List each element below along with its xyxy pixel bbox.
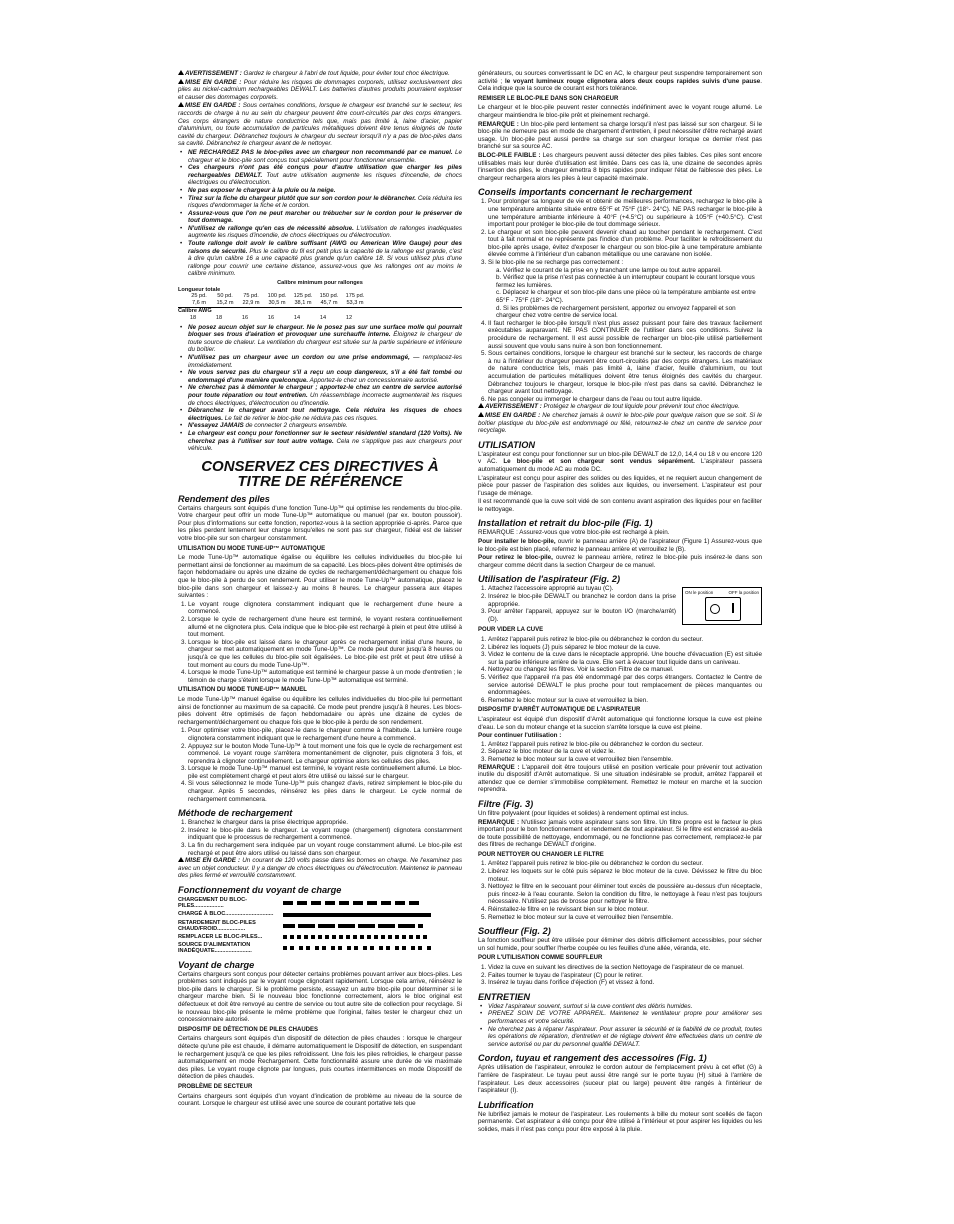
safety-bullet: • Ne pas exposer le chargeur à la pluie ou la neige.	[188, 187, 462, 195]
list-item: 5. Sous certaines conditions, lorsque le chargeur est branché sur le secteur, les raccords de charge à nu à l'intérieur du chargeur peuvent être court-circuités par des corps étrangers. Les matériaux de nature conductrice tels, mais pas limité à, laine d'acier, feuille d'aluminium, ou tout accumulation de particules métalliques doivent être tenus éloignés des cavités du chargeur. Débranchez toujours le chargeur, lorsque le bloc-pile n'est pas dans sa cavité. Débranchez le chargeur avant tout nettoyage.	[488, 350, 762, 396]
indicator-mark	[360, 935, 364, 939]
indicator-pattern	[283, 900, 433, 906]
indicator-mark	[331, 946, 335, 950]
safety-bullet: • Assurez-vous que l'on ne peut marcher ou trébucher sur le cordon pour le préserver de tout dommage.	[188, 210, 462, 225]
warning-triangle-icon	[178, 70, 184, 75]
indicator-row	[178, 911, 462, 917]
indicator-label: RETARDEMENT BLOC-PILES CHAUD/FROID..................	[178, 919, 256, 932]
heading-entretien: ENTRETIEN	[478, 991, 531, 1002]
indicator-mark	[381, 901, 391, 905]
indicator-mark	[423, 935, 427, 939]
warning-open-battery: MISE EN GARDE : Ne cherchez jamais à ouvrir le bloc-pile pour quelque raison que se soit. Si le boîtier plastique du bloc-pile est endommagé ou fêlé, retournez-le chez un centre de service pour recyclage.	[478, 411, 762, 435]
indicator-pattern	[283, 945, 433, 951]
safety-bullet: • N'utilisez de rallonge qu'en cas de nécessité absolue. L'utilisation de rallonges inadéquates augmente les risques d'incendie, de chocs électriques ou d'électrocution.	[188, 225, 462, 240]
list-item: 3. Lorsque le mode Tune-Up™ manuel est terminé, le voyant reste continuellement allumé. Le bloc-pile est complètement chargé et peut alors être utilisé ou laissé sur le chargeur.	[188, 765, 462, 780]
indicator-mark	[367, 935, 371, 939]
indicator-mark	[318, 924, 323, 928]
switch-housing	[705, 597, 741, 621]
indicator-label: CHARGEMENT DU BLOC-PILES...................	[178, 897, 247, 910]
on-symbol-icon	[710, 604, 720, 614]
indicator-mark	[322, 946, 326, 950]
list-item: 2. Appuyez sur le bouton Mode Tune-Up™ à tout moment une fois que le cycle de rechargement est commencé. Le voyant rouge s'arrêtera momentanément de clignoter, puis clignotera 3 fois, et reprendra à clignoter continuellement. Le chargeur optimise alors les cellules des piles.	[188, 743, 462, 766]
cord-length-cell: 125 pd.	[293, 293, 313, 300]
safety-bullet: • Ne vous servez pas du chargeur s'il a reçu un coup dangereux, s'il a été fait tombé ou endommagé d'une manière quelconque. Apportez-le chez un concessionnaire autorisé.	[188, 369, 462, 384]
safety-bullets-2	[178, 324, 462, 453]
cord-length-cell: 7,6 m	[192, 299, 206, 306]
indicator-mark	[306, 946, 310, 950]
indicator-mark	[386, 946, 390, 950]
indicator-mark	[402, 946, 406, 950]
charging-tips	[478, 198, 762, 266]
cord-awg-cell: 14	[293, 315, 301, 321]
list-item: 6. Ne pas congeler ou immerger le chargeur dans de l'eau ou tout autre liquide.	[488, 396, 762, 404]
indicator-mark	[299, 946, 303, 950]
indicator-mark	[283, 901, 293, 905]
warning-120v: MISE EN GARDE : Un courant de 120 volts passe dans les bornes en charge. Ne l'examinez pas avec un objet conducteur. Il y a danger de chocs électriques ou d'électrocution. Maintenez le panneau des piles fermé et verrouillé constamment.	[178, 857, 462, 880]
indicator-mark	[332, 935, 336, 939]
heading-utilisation-aspirateur: Utilisation de l'aspirateur (Fig. 2)	[478, 574, 621, 585]
cord-awg-row	[178, 315, 462, 322]
warning-short-circuit: MISE EN GARDE : Sous certaines conditions, lorsque le chargeur est branché sur le secteur, les raccords de charge à nu au sein du chargeur peuvent être court-circuités par des corps étrangers. Ces corps étrangers de nature conductrice tels que, mais pas limité à, laine d'acier, papier d'aluminium, ou toute accumulation de particules métalliques doivent être tenus éloignés de toute cavité du chargeur. Débranchez toujours le chargeur du secteur lorsqu'il n'y a pas de bloc-piles dans sa cavité. Débranchez le chargeur avant de le nettoyer.	[178, 102, 463, 148]
indicator-mark	[418, 946, 422, 950]
indicator-mark	[338, 924, 343, 928]
safety-bullet: • Ces chargeurs n'ont pas été conçus pour d'autre utilisation que charger les piles rechargeables DEWALT. Tout autre utilisation augmente les risques d'incendie, de chocs électriques ou d'électrocution.	[188, 164, 462, 187]
cord-awg-cell: 14	[319, 315, 327, 321]
safety-bullet: • N'utilisez pas un chargeur avec un cordon ou une prise endommagé, — remplacez-les immédiatement.	[188, 354, 462, 369]
warning-nicad-only: MISE EN GARDE : Pour réduire les risques de dommages corporels, utilisez exclusivement des piles au nickel-cadmium rechargeables DEWALT. Les batteries d'autres produits pourraient exploser et causer des dommages corporels.	[178, 78, 463, 101]
list-item: 2. Insérez le bloc-pile dans le chargeur. Le voyant rouge (chargement) clignotera constamment indiquant que le processus de rechargement a commencé.	[188, 827, 462, 842]
charging-steps	[178, 819, 462, 857]
indicator-mark	[315, 946, 319, 950]
list-item: 1. Attachez l'accessoire approprié au tuyau (C).	[488, 585, 762, 593]
indicator-mark	[283, 924, 295, 928]
warning-triangle-icon	[178, 79, 184, 84]
list-item: 2. Le chargeur et son bloc-pile peuvent devenir chaud au toucher pendant le rechargement. C'est tout à fait normal et ne représente pas l'indice d'un problème. Pour faciliter le refroidissement du bloc-pile après usage, évitez d'exposer le chargeur ou son bloc-pile à une température ambiante élevée comme à l'intérieur d'un cabanon métallique ou une caravane non isolée.	[488, 229, 762, 259]
safety-bullet: • Ne cherchez pas à démonter le chargeur ; apportez-le chez un centre de service autorisé pour toute réparation ou tout entretien. Un réassemblage incorrecte augmenterait les risques de chocs électriques, d'électrocution ou d'incendie.	[188, 384, 462, 407]
indicator-mark	[378, 924, 383, 928]
indicator-mark	[418, 924, 423, 928]
list-item: • Ne cherchez pas à réparer l'aspirateur. Pour assurer la sécurité et la fiabilité de ce produit, toutes les opérations de réparation, d'entretien et de réglage doivent être effectuées dans un centre de service autorisé ou par du personnel qualifié DEWALT.	[488, 1026, 762, 1049]
safety-bullet: • Débranchez le chargeur avant tout nettoyage. Cela réduira les risques de chocs électriques. Le fait de retirer le bloc-pile ne réduira pas ces risques.	[188, 407, 462, 422]
indicator-mark	[379, 946, 383, 950]
indicator-mark	[398, 924, 403, 928]
indicator-row	[178, 942, 462, 954]
list-item: 4. Si vous sélectionnez le mode Tune-Up™ puis changez d'avis, retirez simplement le bloc-pile du chargeur. Après 5 secondes, réinsérez les piles dans le chargeur. Le cycle normal de rechargement commencera.	[188, 780, 462, 803]
list-item: 1. Arrêtez l'appareil puis retirez le bloc-pile ou débranchez le cordon du secteur.	[488, 860, 762, 868]
cord-length-cell: 175 pd.	[345, 293, 365, 300]
heading-lubrification: Lubrification	[478, 1099, 534, 1110]
list-item: • PRENEZ SOIN DE VOTRE APPAREIL. Maintenez le ventilateur propre pour améliorer ses performances et votre sécurité.	[488, 1010, 762, 1025]
list-item: 1. Videz la cuve en suivant les directives de la section Nettoyage de l'aspirateur de ce manuel.	[488, 964, 762, 972]
list-item: 3. Insérez le tuyau dans l'orifice d'éjection (F) et vissez à fond.	[488, 979, 762, 987]
safety-bullet: • Tirez sur la fiche du chargeur plutôt que sur son cordon pour le débrancher. Cela réduira les risques d'endommager la fiche et le cordon.	[188, 195, 462, 210]
maintenance-bullets	[478, 1003, 762, 1049]
indicator-mark	[298, 924, 303, 928]
safety-bullet: • N'essayez JAMAIS de connecter 2 chargeurs ensemble.	[188, 422, 462, 430]
list-item: 6. Remettez le bloc moteur sur la cuve et verrouillez la bien.	[488, 697, 762, 705]
cord-length-cell: 22,9 m	[242, 299, 260, 306]
cord-length-cell: 150 pd.	[319, 293, 339, 300]
cord-length-cell: 50 pd.	[217, 293, 233, 300]
cord-length-cell: 30,5 m	[268, 299, 286, 306]
list-item: 2. Lorsque le cycle de rechargement d'une heure est terminé, le voyant restera continuellement allumé et ne clignotera plus. Cela indique que le bloc-pile est rechargé à plein et peut être utilisé à tout moment.	[188, 616, 462, 639]
indicator-mark	[353, 935, 357, 939]
heading-filtre: Filtre (Fig. 3)	[478, 798, 534, 809]
safety-bullet: • NE RECHARGEZ PAS le bloc-piles avec un chargeur non recommandé par ce manuel. Le chargeur et le bloc-pile sont conçus tout spécialement pour fonctionner ensemble.	[188, 149, 462, 164]
warning-triangle-icon	[178, 102, 184, 107]
manual-tuneup-steps	[178, 727, 462, 803]
empty-tank-steps	[478, 636, 762, 704]
indicator-mark	[323, 924, 335, 928]
list-item: 4. Réinstallez-le filtre en le revissant bien sur le bloc moteur.	[488, 906, 762, 914]
list-item: 1. Le voyant rouge clignotera constamment indiquant que le rechargement d'une heure a commencé.	[188, 601, 462, 616]
off-symbol-icon	[732, 603, 734, 613]
indicator-mark	[402, 935, 406, 939]
keep-instructions-title: CONSERVEZ CES DIRECTIVES À TITRE DE RÉFÉRENCE	[201, 457, 439, 490]
cord-length-cell: 75 pd.	[243, 293, 259, 300]
indicator-mark	[318, 935, 322, 939]
warning-protect-liquid: AVERTISSEMENT : Protégez le chargeur de tout liquide pour prévenir tout choc électrique.	[478, 403, 762, 411]
sub-list-item: a. Vérifiez le courant de la prise en y branchant une lampe ou tout autre appareil.	[496, 266, 722, 274]
warning-triangle-icon	[478, 403, 484, 408]
indicator-mark	[358, 924, 363, 928]
list-item: 5. Vérifiez que l'appareil n'a pas été endommagé par des corps étrangers. Contactez le Centre de service autorisé DEWALT le plus proche pour tout remplacement de pièces manquantes ou endommagées.	[488, 674, 762, 697]
list-item: 2. Insérez le bloc-pile DEWALT ou branchez le cordon dans la prise appropriée.	[488, 593, 762, 608]
warning-triangle-icon	[178, 857, 184, 862]
cord-awg-cell: 18	[215, 315, 223, 321]
safety-bullet: • Ne posez aucun objet sur le chargeur. Ne le posez pas sur une surface molle qui pourrait bloquer ses trous d'aération et provoquer une surchauffe interne. Éloignez le chargeur de toute source de chaleur. La ventilation du chargeur est située sur la partie supérieure et inférieure du boîtier.	[188, 324, 462, 354]
indicator-mark	[338, 946, 342, 950]
indicator-mark	[363, 924, 375, 928]
indicator-mark	[395, 935, 399, 939]
indicator-mark	[339, 935, 343, 939]
indicator-mark	[343, 924, 355, 928]
indicator-row	[178, 897, 462, 909]
indicator-mark	[290, 946, 294, 950]
left-column: AVERTISSEMENT : Gardez le chargeur à l'abri de tout liquide, pour éviter tout choc électrique. MISE EN GARDE : Pour réduire les risques de dommages corporels, utilisez exclusivement des piles au nickel-cadmium rechargeables DEWALT. Les batteries d'autres produits pourraient exploser et causer des dommages corporels. MISE EN GARDE : Sous certaines conditions, lorsque le chargeur est branché sur le secteur, les raccords de charge à nu au sein du chargeur peuvent être court-circuités par des corps étrangers. Ces corps étrangers de nature conductrice tels que, mais pas limité à, laine d'acier, papier d'aluminium, ou toute accumulation de particules métalliques doivent être tenus éloignés de toute cavité du chargeur. Débranchez toujours le chargeur du secteur lorsqu'il n'y a pas de bloc-piles dans sa cavité. Débranchez le chargeur avant de le nettoyer. • NE RECHARGEZ PAS le bloc-piles avec un chargeur non recommandé par ce manuel. Le chargeur et le bloc-pile sont conçus tout spécialement pour fonctionner ensemble. • Ces chargeurs n'ont pas été conçus pour d'autre utilisation que charger les piles rechargeables DEWALT. Tout autre utilisation augmente les risques d'incendie, de chocs électriques ou d'électrocution. • Ne pas exposer le chargeur à la pluie ou la neige. • Tirez sur la fiche du chargeur plutôt que sur son cordon pour le débrancher. Cela réduira les risques d'endommager la fiche et le cordon. • Assurez-vous que l'on ne peut marcher ou trébucher sur le cordon pour le préserver de tout dommage. • N'utilisez de rallonge qu'en cas de nécessité absolue. L'utilisation de rallonges inadéquates augmente les risques d'incendie, de chocs électriques ou d'électrocution. • Toute rallonge doit avoir le calibre suffisant (AWG ou American Wire Gauge) pour des raisons de sécurité. Plus le calibre du fil est petit plus la capacité de la rallonge est grande, c'est à dire qu'un calibre 16 a une capacité plus grande qu'un calibre 18. Si vous utilisez plus d'une rallonge pour couvrir une certaine distance, assurez-vous que les rallonges ont au moins le calibre minimum. Calibre minimum pour rallonges Longueur totale 25 pd. 50 pd. 75 pd. 100 pd. 125 pd. 150 pd. 175 pd. 7,6 m 15,2 m 22,9 m 30,5 m 38,1 m 45,7 m 53,3 m Calibre AWG 18 18 16 16 14 14 12 • Ne posez aucun objet sur le chargeur. Ne le posez pas sur une surface molle qui pourrait bloquer ses trous d'aération et provoquer une surchauffe interne. Éloignez le chargeur de toute source de chaleur. La ventilation du chargeur est située sur la partie supérieure et inférieure du boîtier. • N'utilisez pas un chargeur avec un cordon ou une prise endommagé, — remplacez-les immédiatement. • Ne vous servez pas du chargeur s'il a reçu un coup dangereux, s'il a été fait tombé ou endommagé d'une manière quelconque. Apportez-le chez un concessionnaire autorisé. • Ne cherchez pas à démonter le chargeur ; apportez-le chez un centre de service autorisé pour toute réparation ou tout entretien. Un réassemblage incorrecte augmenterait les risques de chocs électriques, d'électrocution ou d'incendie. • Débranchez le chargeur avant tout nettoyage. Cela réduira les risques de chocs électriques. Le fait de retirer le bloc-pile ne réduira pas ces risques. • N'essayez JAMAIS de connecter 2 chargeurs ensemble. • Le chargeur est conçu pour fonctionner sur le secteur résidentiel standard (120 Volts). Ne cherchez pas à l'utiliser sur tout autre voltage. Cela ne s'applique pas aux chargeurs pour véhicule. CONSERVEZ CES DIRECTIVES À TITRE DE RÉFÉRENCE Rendement des piles Certains chargeurs sont équipés d'une fonction Tune-Up™ qui optimise les rendements du bloc-pile. Votre chargeur peut offrir un mode Tune-Up™ automatique ou manuel (par ex. bouton poussoir). Pour plus d'informations sur cette fonction, reportez-vous à la section appropriée ci-après. Parce que les piles perdent lentement leur charge lorsqu'elles ne sont pas sur chargeur, l'idéal est de laisser votre bloc-pile sur son chargeur constamment. UTILISATION DU MODE TUNE-UP™ AUTOMATIQUE Le mode Tune-Up™ automatique égalise ou équilibre les cellules individuelles du bloc-pile lui permettant ainsi de fonctionner au maximum de sa capacité. Les blocs-piles doivent être optimisés de façon hebdomadaire ou après une dizaine de cycles de rechargement/déchargement ou chaque fois que le bloc-pile à perdu de son rendement. Pour utiliser le mode Tune-Up™ automatique, placez le bloc-pile dans son chargeur et laissez-y au moins 8 heures. Le chargeur passera aux étapes suivantes : 1. Le voyant rouge clignotera constamment indiquant que le rechargement d'une heure a commencé. 2. Lorsque le cycle de rechargement d'une heure est terminé, le voyant restera continuellement allumé et ne clignotera plus. Cela indique que le bloc-pile est rechargé à plein et peut être utilisé à tout moment. 3. Lorsque le bloc-pile est laissé dans le chargeur après ce rechargement initial d'une heure, le chargeur se met automatiquement en mode Tune-Up™. Ce mode peut durer jusqu'à 8 heures ou jusqu'à ce que les cellules du bloc-pile soit égalisées. Le bloc-pile est prêt et peut être utilisé à tout moment au cours du mode Tune-Up™. 4. Lorsque le mode Tune-Up™ automatique est terminé le chargeur passe à un mode d'entretien ; le témoin de charge s'éteint lorsque le mode Tune-Up™ automatique est terminé. UTILISATION DU MODE TUNE-UP™ MANUEL Le mode Tune-Up™ manuel égalise ou équilibre les cellules individuelles du bloc-pile lui permettant ainsi de fonctionner au maximum de sa capacité. Ce mode peut prendre jusqu'à 8 heures. Les blocs-piles doivent être optimisés de façon hebdomadaire ou après une dizaine de cycles de rechargement/déchargement ou chaque fois que le bloc-pile à perdu de son rendement. 1. Pour optimiser votre bloc-pile, placez-le dans le chargeur comme à l'habitude. La lumière rouge clignotera constamment indiquant que le rechargement d'une heure a commencé. 2. Appuyez sur le bouton Mode Tune-Up™ à tout moment une fois que le cycle de rechargement est commencé. Le voyant rouge s'arrêtera momentanément de clignoter, puis clignotera 3 fois, et reprendra à clignoter continuellement. Le chargeur optimise alors les cellules des piles. 3. Lorsque le mode Tune-Up™ manuel est terminé, le voyant reste continuellement allumé. Le bloc-pile est complètement chargé et peut alors être utilisé ou laissé sur le chargeur. 4. Si vous sélectionnez le mode Tune-Up™ puis changez d'avis, retirez simplement le bloc-pile du chargeur. Après 5 secondes, réinsérez les piles dans le chargeur. Le cycle normal de rechargement commencera. Méthode de rechargement 1. Branchez le chargeur dans la prise électrique appropriée. 2. Insérez le bloc-pile dans le chargeur. Le voyant rouge (chargement) clignotera constamment indiquant que le processus de rechargement a commencé. 3. La fin du rechargement sera indiquée par un voyant rouge constamment allumé. Le bloc-pile est rechargé et peut être alors utilisé ou laissé dans son chargeur. MISE EN GARDE : Un courant de 120 volts passe dans les bornes en charge. Ne l'examinez pas avec un objet conducteur. Il y a danger de chocs électriques ou d'électrocution. Maintenez le panneau des piles fermé et verrouillé constamment. Fonctionnement du voyant de charge CHARGEMENT DU BLOC-PILES................... CHARGÉ À BLOC............................... RETARDEMENT BLOC-PILES CHAUD/FROID.................. REMPLACER LE BLOC-PILES... SOURCE D'ALIMENTATION INADÉQUATE........................ Voyant de charge Certains chargeurs sont conçus pour détecter certains problèmes pouvant arriver aux blocs-piles. Les problèmes sont indiqués par le voyant rouge clignotant rapidement. Lorsque cela arrive, réinsérez le bloc-pile dans le chargeur. Si le problème persiste, essayez un autre bloc-pile pour déterminer si le chargeur marche bien. Si le nouveau bloc fonctionne correctement, alors le bloc original est défectueux et doit être renvoyé au centre de service ou tout autre site de collection pour recyclage. Si le nouveau bloc-pile présente le même problème que l'original, faites tester le chargeur chez un concessionnaire autorisé. DISPOSITIF DE DÉTECTION DE PILES CHAUDES Certains chargeurs sont équipés d'un dispositif de détection de piles chaudes : lorsque le chargeur détecte qu'une pile est chaude, il démarre automatiquement le Dispositif de détection, en suspendant le rechargement jusqu'à ce que les piles refroidissent. Une fois les piles refroidies, le chargeur passe automatiquement en mode Rechargement. Cette fonctionnalité assure une durée de vie maximale des piles. Le voyant rouge clignote par longues, puis courtes intermittences en mode Dispositif de détection de piles chaudes. PROBLÈME DE SECTEUR Certains chargeurs sont équipés d'un voyant d'indication de problème au niveau de la source de courant. Lorsque le chargeur est utilisé avec une source de courant portative tels que	[178, 70, 462, 1109]
list-item: 3. La fin du rechargement sera indiquée par un voyant rouge constamment allumé. Le bloc-pile est rechargé et peut être alors utilisé ou laissé dans son chargeur.	[188, 842, 462, 857]
warning-triangle-icon	[478, 412, 484, 417]
indicator-label: SOURCE D'ALIMENTATION INADÉQUATE........................	[178, 942, 252, 955]
indicator-pattern	[283, 912, 433, 918]
list-item: 1. Arrêtez l'appareil puis retirez le bloc-pile ou débranchez le cordon du secteur.	[488, 636, 762, 644]
right-column: générateurs, ou sources convertissant le DC en AC, le chargeur peut suspendre temporairement son activité ; le voyant lumineux rouge clignotera alors deux coups rapides suivis d'une pause. Cela indique que la source de courant est hors tolérance. REMISER LE BLOC-PILE DANS SON CHARGEUR Le chargeur et le bloc-pile peuvent rester connectés indéfiniment avec le voyant rouge allumé. Le chargeur maintiendra le bloc-pile prêt et pleinement rechargé. REMARQUE : Un bloc-pile perd lentement sa charge lorsqu'il n'est pas laissé sur son chargeur. Si le bloc-pile ne demeure pas en mode de chargement d'entretien, il peut nécessiter d'être rechargé avant usage. Un bloc-pile peut aussi perdre sa charge sur son chargeur lorsque ce dernier n'est pas branché sur sa source AC. BLOC-PILE FAIBLE : Les chargeurs peuvent aussi détecter des piles faibles. Ces piles sont encore utilisables mais leur durée d'utilisation est limitée. Dans ces cas là, une dizaine de secondes après l'insertion des piles, le chargeur émettra 8 bips rapides pour indiquer l'état de faiblesse des piles. Le chargeur rechargera alors les piles à leur capacité maximale. Conseils importants concernant le rechargement 1. Pour prolonger sa longueur de vie et obtenir de meilleures performances, rechargez le bloc-pile à une température ambiante située entre 65°F et 75°F (18°- 24°C). NE PAS recharger le bloc-pile à une température ambiante inférieure à 40°F (+4.5°C) ou supérieure à 105°F (+40.5°C). C'est important pour protéger le bloc-pile de tout dommage sérieux. 2. Le chargeur et son bloc-pile peuvent devenir chaud au toucher pendant le rechargement. C'est tout à fait normal et ne représente pas l'indice d'un problème. Pour faciliter le refroidissement du bloc-pile après usage, évitez d'exposer le chargeur ou son bloc-pile à une température ambiante élevée comme à l'intérieur d'un cabanon métallique ou une caravane non isolée. 3. Si le bloc-pile ne se recharge pas correctement : a. Vérifiez le courant de la prise en y branchant une lampe ou tout autre appareil. b. Vérifiez que la prise n'est pas connectée à un interrupteur coupant le courant lorsque vous fermez les lumières. c. Déplacez le chargeur et son bloc-pile dans une pièce où la température ambiante est entre 65°F - 75°F (18°- 24°C). d. Si les problèmes de rechargement persistent, apportez ou envoyez l'appareil et son chargeur chez votre centre de service local. 4. Il faut recharger le bloc-pile lorsqu'il n'est plus assez puissant pour faire des travaux facilement exécutables auparavant. NE PAS CONTINUER de l'utiliser dans ces conditions. Suivez la procédure de rechargement. Il est aussi possible de recharger un bloc-pile utilisé partiellement aussi souvent que voulu sans nuire à son bon fonctionnement. 5. Sous certaines conditions, lorsque le chargeur est branché sur le secteur, les raccords de charge à nu à l'intérieur du chargeur peuvent être court-circuités par des corps étrangers. Les matériaux de nature conductrice tels, mais pas limité à, laine d'acier, feuille d'aluminium, ou tout accumulation de particules métalliques doivent être tenus éloignés des cavités du chargeur. Débranchez toujours le chargeur, lorsque le bloc-pile n'est pas dans sa cavité. Débranchez le chargeur avant tout nettoyage. 6. Ne pas congeler ou immerger le chargeur dans de l'eau ou tout autre liquide. AVERTISSEMENT : Protégez le chargeur de tout liquide pour prévenir tout choc électrique. MISE EN GARDE : Ne cherchez jamais à ouvrir le bloc-pile pour quelque raison que se soit. Si le boîtier plastique du bloc-pile est endommagé ou fêlé, retournez-le chez un centre de service pour recyclage. UTILISATION L'aspirateur est conçu pour fonctionner sur un bloc-pile DEWALT de 12,0, 14,4 ou 18 v ou encore 120 v AC. Le bloc-pile et son chargeur sont vendus séparément. L'aspirateur passera automatiquement du mode AC au mode DC. L'aspirateur est conçu pour aspirer des solides ou des liquides, et ne requiert aucun changement de pièce pour passer de l'aspiration des solides aux liquides, ou inversement. L'aspirateur est pour l'usage de ménage. Il est recommandé que la cuve soit vidé de son contenu avant aspiration des liquides pour en faciliter le nettoyage. Installation et retrait du bloc-pile (Fig. 1) REMARQUE : Assurez-vous que votre bloc-pile est rechargé à plein. Pour installer le bloc-pile, ouvrir le panneau arrière (A) de l'aspirateur (Figure 1) Assurez-vous que le bloc-pile est bien placé, refermez le panneau arrière et verrouillez le (B). Pour retirez le bloc-pile, ouvrez le panneau arrière, retirez le bloc-pile puis insérez-le dans son chargeur comme décrit dans la section Chargeur de ce manuel. Utilisation de l'aspirateur (Fig. 2) ON le position OFF la position 1. Attachez l'accessoire approprié au tuyau (C). 2. Insérez le bloc-pile DEWALT ou branchez le cordon dans la prise appropriée. 3. Pour arrêter l'appareil, appuyez sur le bouton I/O (marche/arrêt) (D). POUR VIDER LA CUVE 1. Arrêtez l'appareil puis retirez le bloc-pile ou débranchez le cordon du secteur. 2. Libérez les loquets (J) puis séparez le bloc moteur de la cuve. 3. Videz le contenu de la cuve dans le réceptacle approprié. Une bouche d'évacuation (E) est située sur la partie inférieure arrière de la cuve. Elle sert à évacuer tout liquide dans un caniveau. 4. Nettoyez ou changez les filtres. Voir la section Filtre de ce manuel. 5. Vérifiez que l'appareil n'a pas été endommagé par des corps étrangers. Contactez le Centre de service autorisé DEWALT le plus proche pour tout remplacement de pièces manquantes ou endommagées. 6. Remettez le bloc moteur sur la cuve et verrouillez la bien. DISPOSITIF D'ARRÊT AUTOMATIQUE DE L'ASPIRATEUR L'aspirateur est équipé d'un dispositif d'Arrêt automatique qui fonctionne lorsque la cuve est pleine d'eau. Le son du moteur change et la succion s'arrête lorsque la cuve est pleine. Pour continuer l'utilisation : 1. Arrêtez l'appareil puis retirez le bloc-pile ou débranchez le cordon du secteur. 2. Séparez le bloc moteur de la cuve et videz le. 3. Remettez le bloc moteur sur la cuve et verrouillez bien l'ensemble. REMARQUE : L'appareil doit être toujours utilisé en position verticale pour prévenir tout activation inutile du dispositif d'Arrêt automatique. Si une situation indésirable se produit, arrêtez l'appareil et attendez que ce dernier s'immobilise complètement. Remettez le moteur en marche et la succion reprendra. Filtre (Fig. 3) Un filtre polyvalent (pour liquides et solides) à rendement optimal est inclus. REMARQUE : N'utilisez jamais votre aspirateur sans son filtre. Un filtre propre est le facteur le plus important pour le bon fonctionnement et rendement de tout aspirateur. Si le filtre est encrassé au-delà de toute possibilité de nettoyage, endommagé, ou ne fonctionne pas correctement, remplacez-le par des filtres de rechange DEWALT d'origine. POUR NETTOYER OU CHANGER LE FILTRE 1. Arrêtez l'appareil puis retirez le bloc-pile ou débranchez le cordon du secteur. 2. Libérez les loquets sur le côté puis séparez le bloc moteur de la cuve. Dévissez le filtre du bloc moteur. 3. Nettoyez le filtre en le secouant pour éliminer tout excès de poussière au-dessus d'un réceptacle, puis rincez-le à l'eau courante. Selon la condition du filtre, le nettoyage à l'eau n'est pas toujours nécessaire. N'utilisez pas de brosse pour nettoyer le filtre. 4. Réinstallez-le filtre en le revissant bien sur le bloc moteur. 5. Remettez le bloc moteur sur la cuve et verrouillez bien l'ensemble. Souffleur (Fig. 2) La fonction souffleur peut être utilisée pour éliminer des débris difficilement accessibles, pour sécher un sol humide, pour souffler l'herbe coupée ou les feuilles d'une allée, véranda, etc. POUR L'UTILISATION COMME SOUFFLEUR 1. Videz la cuve en suivant les directives de la section Nettoyage de l'aspirateur de ce manuel. 2. Faites tourner le tuyau de l'aspirateur (C) pour le retirer. 3. Insérez le tuyau dans l'orifice d'éjection (F) et vissez à fond. ENTRETIEN • Videz l'aspirateur souvent, surtout si la cuve contient des débris humides. • PRENEZ SOIN DE VOTRE APPAREIL. Maintenez le ventilateur propre pour améliorer ses performances et votre sécurité. • Ne cherchez pas à réparer l'aspirateur. Pour assurer la sécurité et la fiabilité de ce produit, toutes les opérations de réparation, d'entretien et de réglage doivent être effectuées dans un centre de service autorisé ou par du personnel qualifié DEWALT. Cordon, tuyau et rangement des accessoires (Fig. 1) Après utilisation de l'aspirateur, enroulez le cordon autour de l'emplacement prévu à cet effet (G) à l'arrière de l'aspirateur. Le tuyau peut aussi être rangé sur le porte tuyau (H) situé à l'arrière de l'aspirateur. Les deux accessoires (suceur plat ou large) peuvent être rangés à l'intérieur de l'aspirateur (I). Lubrification Ne lubrifiez jamais le moteur de l'aspirateur. Les roulements à bille du moteur sont scellés de façon permanente. Cet aspirateur a été conçu pour être utilisé à l'intérieur et pour aspirer les liquides ou les solides, mais il n'est pas conçu pour être exposé à la pluie.	[478, 70, 762, 1135]
indicator-mark	[367, 901, 377, 905]
indicator-mark	[411, 946, 415, 950]
sub-list-item: c. Déplacez le chargeur et son bloc-pile dans une pièce où la température ambiante est entre 65°F - 75°F (18°- 24°C).	[496, 289, 756, 305]
indicator-mark	[416, 935, 420, 939]
cord-length-meters-row	[178, 300, 462, 307]
indicator-mark	[395, 901, 405, 905]
list-item: 5. Remettez le bloc moteur sur la cuve et verrouillez bien l'ensemble.	[488, 914, 762, 922]
indicator-mark	[383, 924, 395, 928]
indicator-mark	[388, 935, 392, 939]
indicator-mark	[325, 901, 335, 905]
sub-list-item: d. Si les problèmes de rechargement persistent, apportez ou envoyez l'appareil et son chargeur chez votre centre de service local.	[496, 304, 736, 320]
indicator-mark	[303, 924, 315, 928]
indicator-mark	[283, 913, 431, 917]
list-item: 2. Libérez les loquets sur le côté puis séparez le bloc moteur de la cuve. Dévissez le filtre du bloc moteur.	[488, 868, 762, 883]
filter-clean-steps	[478, 860, 762, 921]
cord-length-cell: 15,2 m	[216, 299, 234, 306]
charging-tips-sublist	[478, 267, 762, 320]
cord-length-cell: 100 pd.	[267, 293, 287, 300]
cord-awg-cell: 16	[267, 315, 275, 321]
figure-2-switch: ON le position OFF la position	[682, 587, 762, 625]
indicator-mark	[374, 935, 378, 939]
cord-awg-cell: 18	[189, 315, 197, 321]
indicator-mark	[339, 901, 349, 905]
safety-bullets-1	[178, 149, 462, 278]
list-item: 4. Lorsque le mode Tune-Up™ automatique est terminé le chargeur passe à un mode d'entretien ; le témoin de charge s'éteint lorsque le mode Tune-Up™ automatique est terminé.	[188, 669, 462, 684]
indicator-mark	[311, 935, 315, 939]
list-item: 3. Pour arrêter l'appareil, appuyez sur le bouton I/O (marche/arrêt) (D).	[488, 608, 762, 623]
indicator-mark	[325, 935, 329, 939]
list-item: 3. Videz le contenu de la cuve dans le réceptacle approprié. Une bouche d'évacuation (E) est située sur la partie inférieure arrière de la cuve. Elle sert à évacuer tout liquide dans un caniveau.	[488, 651, 762, 666]
heading-installation: Installation et retrait du bloc-pile (Fig. 1)	[478, 518, 653, 529]
list-item: 4. Nettoyez ou changez les filtres. Voir la section Filtre de ce manuel.	[488, 666, 762, 674]
list-item: 2. Faites tourner le tuyau de l'aspirateur (C) pour le retirer.	[488, 972, 762, 980]
indicator-mark	[353, 901, 363, 905]
indicator-mark	[354, 946, 358, 950]
cord-length-cell: 53,3 m	[346, 299, 364, 306]
indicator-mark	[409, 901, 419, 905]
indicator-mark	[290, 935, 294, 939]
heading-conseils: Conseils importants concernant le rechargement	[478, 187, 692, 198]
list-item: 3. Remettez le bloc moteur sur la cuve et verrouillez bien l'ensemble.	[488, 756, 762, 764]
list-item: 1. Pour optimiser votre bloc-pile, placez-le dans le chargeur comme à l'habitude. La lumière rouge clignotera constamment indiquant que le rechargement d'une heure a commencé.	[188, 727, 462, 742]
cord-length-cell: 38,1 m	[294, 299, 312, 306]
heading-souffleur: Souffleur (Fig. 2)	[478, 926, 551, 937]
indicator-mark	[395, 946, 399, 950]
indicator-mark	[363, 946, 367, 950]
charging-tips-2	[478, 320, 762, 404]
heading-voyant: Voyant de charge	[178, 959, 255, 970]
heading-utilisation: UTILISATION	[478, 439, 535, 450]
list-item: 1. Pour prolonger sa longueur de vie et obtenir de meilleures performances, rechargez le bloc-pile à une température ambiante située entre 65°F et 75°F (18°- 24°C). NE PAS recharger le bloc-pile à une température ambiante inférieure à 40°F (+4.5°C) ou supérieure à 105°F (+40.5°C). C'est important pour protéger le bloc-pile de tout dommage sérieux.	[488, 198, 762, 228]
heading-methode: Méthode de rechargement	[178, 808, 293, 819]
list-item: 3. Si le bloc-pile ne se recharge pas correctement :	[488, 259, 762, 267]
indicator-label: CHARGÉ À BLOC...............................	[178, 911, 274, 918]
indicator-mark	[427, 946, 431, 950]
safety-bullet: • Le chargeur est conçu pour fonctionner sur le secteur résidentiel standard (120 Volts). Ne cherchez pas à l'utiliser sur tout autre voltage. Cela ne s'applique pas aux chargeurs pour véhicule.	[188, 430, 462, 453]
extension-cord-table: Calibre minimum pour rallonges Longueur totale 25 pd. 50 pd. 75 pd. 100 pd. 125 pd. 150 pd. 175 pd. 7,6 m 15,2 m 22,9 m 30,5 m 38,1 m 45,7 m 53,3 m Calibre AWG 18 18 16 16 14 14 12	[178, 280, 462, 322]
list-item: 1. Branchez le chargeur dans la prise électrique appropriée.	[188, 819, 462, 827]
list-item: 1. Arrêtez l'appareil puis retirez le bloc-pile ou débranchez le cordon du secteur.	[488, 741, 762, 749]
indicator-mark	[283, 946, 287, 950]
indicator-mark	[381, 935, 385, 939]
cord-length-feet-row	[178, 293, 462, 300]
warning-charger-liquid: AVERTISSEMENT : Gardez le chargeur à l'abri de tout liquide, pour éviter tout choc électrique.	[178, 70, 462, 78]
indicator-row	[178, 920, 462, 932]
indicator-mark	[346, 935, 350, 939]
blower-steps	[478, 964, 762, 987]
indicator-mark	[297, 901, 307, 905]
list-item: 3. Lorsque le bloc-pile est laissé dans le chargeur après ce rechargement initial d'une heure, le chargeur se met automatiquement en mode Tune-Up™. Ce mode peut durer jusqu'à 8 heures ou jusqu'à ce que les cellules du bloc-pile soit égalisées. Le bloc-pile est prêt et peut être utilisé à tout moment au cours du mode Tune-Up™.	[188, 639, 462, 669]
indicator-row	[178, 934, 462, 940]
indicator-mark	[283, 935, 287, 939]
continue-use-steps	[478, 741, 762, 764]
indicator-mark	[409, 935, 413, 939]
indicator-mark	[403, 924, 415, 928]
list-item: 2. Libérez les loquets (J) puis séparez le bloc moteur de la cuve.	[488, 644, 762, 652]
cord-awg-cell: 12	[345, 315, 353, 321]
list-item: 4. Il faut recharger le bloc-pile lorsqu'il n'est plus assez puissant pour faire des travaux facilement exécutables auparavant. NE PAS CONTINUER de l'utiliser dans ces conditions. Suivez la procédure de rechargement. Il est aussi possible de recharger un bloc-pile utilisé partiellement aussi souvent que voulu sans nuire à son bon fonctionnement.	[488, 320, 762, 350]
indicator-mark	[304, 935, 308, 939]
indicator-mark	[347, 946, 351, 950]
indicator-mark	[297, 935, 301, 939]
list-item: 3. Nettoyez le filtre en le secouant pour éliminer tout excès de poussière au-dessus d'un réceptacle, puis rincez-le à l'eau courante. Selon la condition du filtre, le nettoyage à l'eau n'est pas toujours nécessaire. N'utilisez pas de brosse pour nettoyer le filtre.	[488, 883, 762, 906]
heading-cordon: Cordon, tuyau et rangement des accessoires (Fig. 1)	[478, 1053, 707, 1064]
heading-rendement: Rendement des piles	[178, 493, 270, 504]
indicator-mark	[370, 946, 374, 950]
safety-bullet: • Toute rallonge doit avoir le calibre suffisant (AWG ou American Wire Gauge) pour des raisons de sécurité. Plus le calibre du fil est petit plus la capacité de la rallonge est grande, c'est à dire qu'un calibre 16 a une capacité plus grande qu'un calibre 18. Si vous utilisez plus d'une rallonge pour couvrir une certaine distance, assurez-vous que les rallonges ont au moins le calibre minimum.	[188, 240, 462, 278]
indicator-label: REMPLACER LE BLOC-PILES...	[178, 934, 263, 941]
indicator-mark	[311, 901, 321, 905]
list-item: • Videz l'aspirateur souvent, surtout si la cuve contient des débris humides.	[488, 1003, 762, 1011]
cord-awg-cell: 16	[241, 315, 249, 321]
indicator-pattern	[283, 934, 433, 940]
auto-tuneup-steps	[178, 601, 462, 685]
indicator-pattern	[283, 923, 433, 929]
sub-list-item: b. Vérifiez que la prise n'est pas connectée à un interrupteur coupant le courant lorsque vous fermez les lumières.	[496, 274, 755, 289]
cord-length-cell: 25 pd.	[191, 293, 207, 300]
charge-indicator-legend	[178, 897, 462, 955]
cord-length-cell: 45,7 m	[320, 299, 338, 306]
list-item: 2. Séparez le bloc moteur de la cuve et videz le.	[488, 748, 762, 756]
heading-fonctionnement: Fonctionnement du voyant de charge	[178, 885, 342, 895]
